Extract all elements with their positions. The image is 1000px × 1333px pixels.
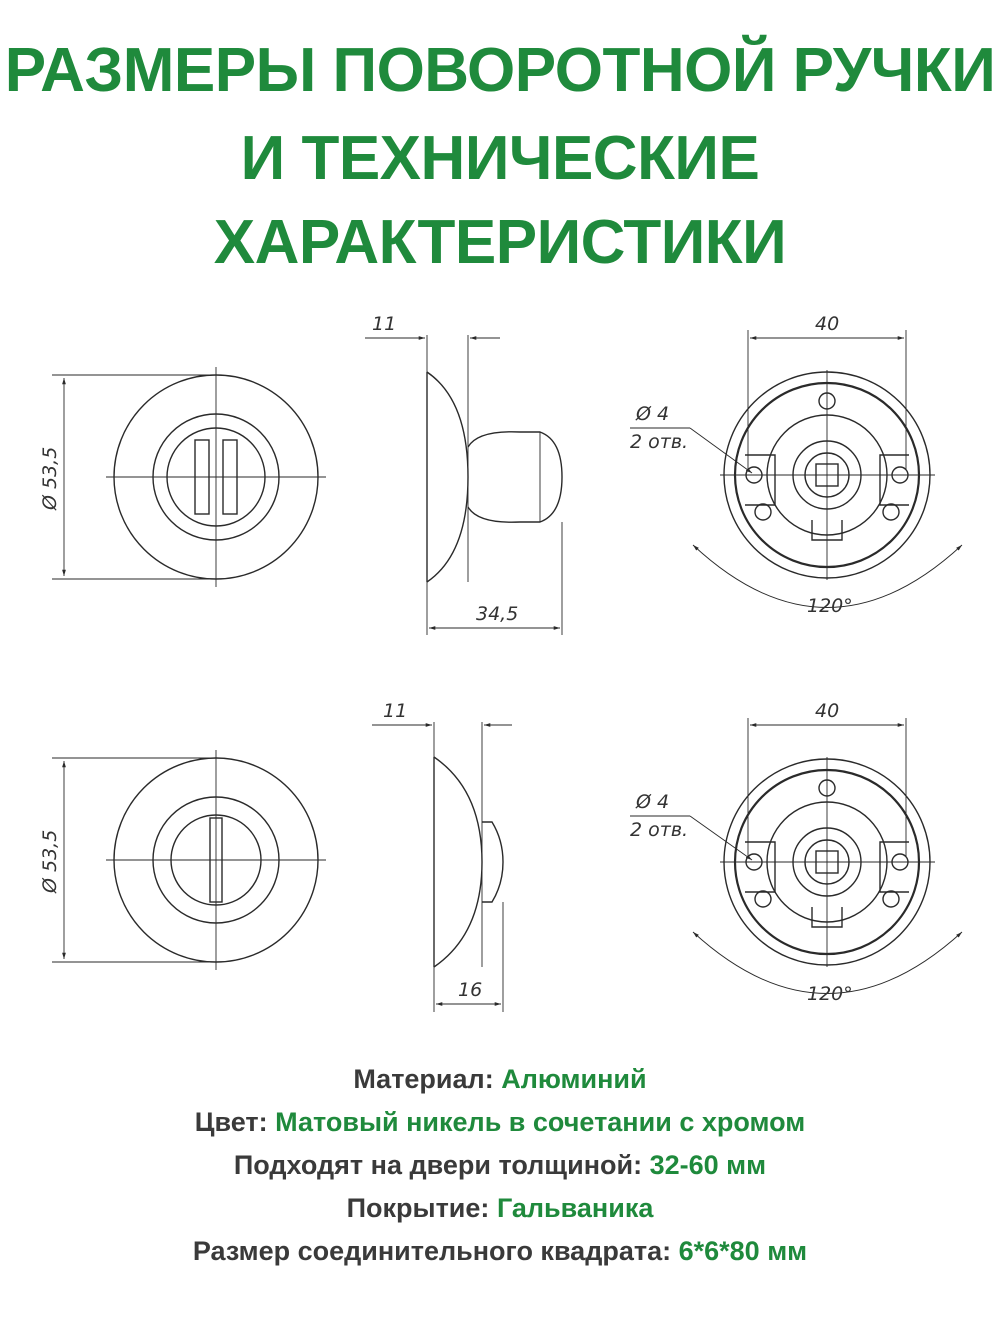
spec-value: Матовый никель в сочетании с хромом <box>275 1107 806 1137</box>
specifications <box>0 1058 1000 1273</box>
width-label-bottom: 40 <box>815 700 840 722</box>
holes-diameter-label-top: Ø 4 <box>636 403 670 425</box>
thickness-label-top: 11 <box>372 313 397 335</box>
spec-value: 32-60 мм <box>649 1150 767 1180</box>
holes-diameter-label-bottom: Ø 4 <box>636 791 670 813</box>
holes-count-label-bottom: 2 отв. <box>630 819 689 841</box>
spec-value: Гальваника <box>496 1193 654 1223</box>
diameter-label-bottom: Ø 53,5 <box>39 829 61 893</box>
angle-label-bottom: 120° <box>807 983 853 1005</box>
spec-label: Подходят на двери толщиной: <box>233 1150 643 1180</box>
side-view-top <box>365 313 562 635</box>
length-label-top: 34,5 <box>476 603 519 625</box>
back-view-top <box>630 313 962 617</box>
title-line-2: И ТЕХНИЧЕСКИЕ <box>240 124 760 193</box>
thickness-label-bottom: 11 <box>383 700 408 722</box>
back-view-bottom <box>630 700 962 1005</box>
spec-color <box>0 1101 1000 1144</box>
spec-value: Алюминий <box>501 1064 647 1094</box>
holes-count-label-top: 2 отв. <box>630 431 689 453</box>
length-label-bottom: 16 <box>458 979 483 1001</box>
spec-square-size <box>0 1230 1000 1273</box>
title-line-3: ХАРАКТЕРИСТИКИ <box>213 208 787 277</box>
spec-coating <box>0 1187 1000 1230</box>
spec-material <box>0 1058 1000 1101</box>
spec-label: Материал: <box>353 1064 494 1094</box>
angle-label-top: 120° <box>807 595 853 617</box>
front-view-bottom <box>39 750 326 970</box>
technical-drawing <box>0 290 1000 1040</box>
spec-label: Покрытие: <box>346 1193 490 1223</box>
diameter-label-top: Ø 53,5 <box>39 446 61 510</box>
title-line-1: РАЗМЕРЫ ПОВОРОТНОЙ РУЧКИ <box>4 36 996 105</box>
spec-label: Размер соединительного квадрата: <box>192 1236 672 1266</box>
spec-door-thickness <box>0 1144 1000 1187</box>
front-view-top <box>39 367 326 587</box>
width-label-top: 40 <box>815 313 840 335</box>
side-view-bottom <box>372 700 512 1012</box>
spec-label: Цвет: <box>194 1107 268 1137</box>
spec-value: 6*6*80 мм <box>678 1236 808 1266</box>
